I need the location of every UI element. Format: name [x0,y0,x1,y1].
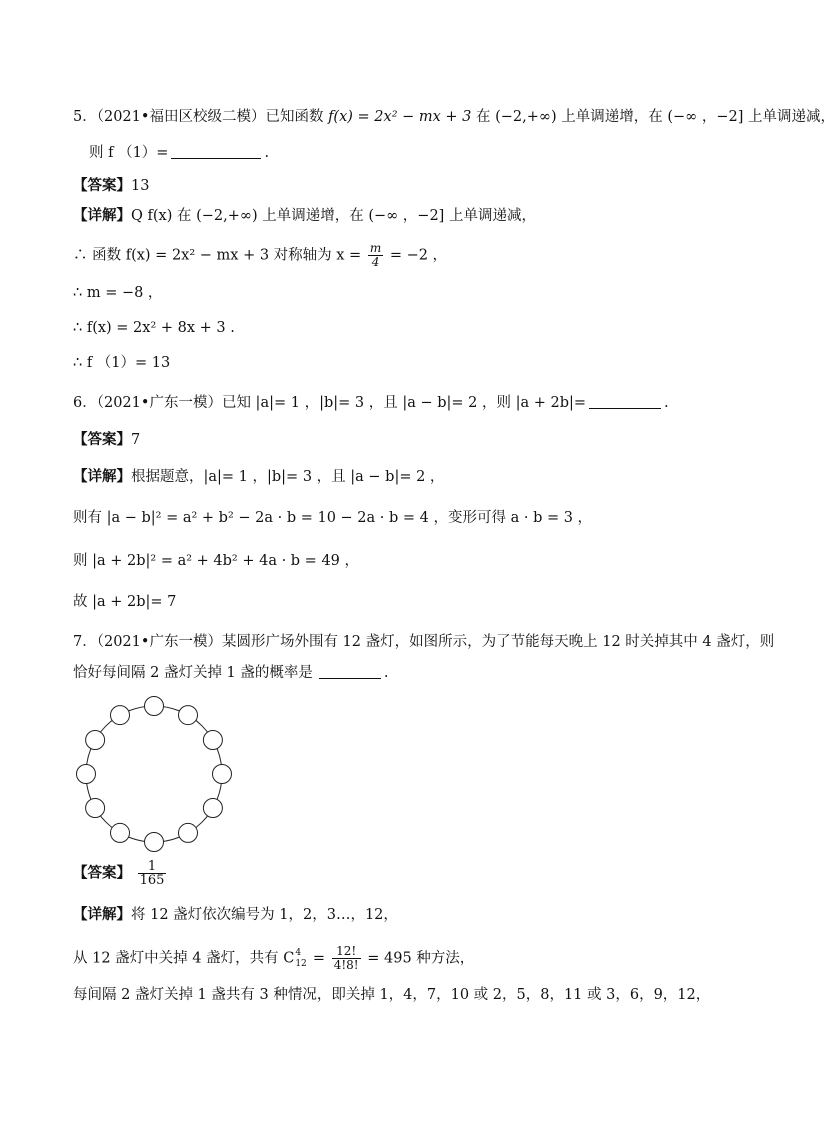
q5-answer-tag: 【答案】 [73,177,131,194]
q7-number: 7． [73,634,97,650]
q6-sol1: 根据题意，|a|= 1 ，|b|= 3 ，且 |a − b|= 2 ， [131,469,445,485]
q5-sol2-den: 4 [371,255,380,269]
lamp-10 [77,765,96,784]
q5-sol2-num: m [369,241,382,255]
q7-detail-tag: 【详解】 [73,906,131,923]
q7-detail [73,905,398,925]
q6-detail [73,467,444,487]
q6-detail-tag: 【详解】 [73,468,131,485]
q7-sol2-a: 从 12 盏灯中关掉 4 盏灯，共有 C [73,950,295,967]
q5-sol4: ∴ f(x) = 2x² + 8x + 3 . [73,320,235,336]
q7-answer-num: 1 [138,860,167,874]
q5-stem-a: 已知函数 [265,109,329,125]
q7-answer-den: 165 [139,873,165,888]
lamp-ring [86,706,222,842]
q7-sol3: 每间隔 2 盏灯关掉 1 盏共有 3 种情况，即关掉 1，4，7，10 或 2，5，8，11 或 3，6，9，12， [73,987,711,1003]
lamp-group [77,697,232,852]
q5-function: f(x) = 2x² − mx + 3 [328,109,472,125]
q5-sol2-a: ∴ 函数 f(x) = 2x² − mx + 3 对称轴为 x = [73,247,362,264]
q7-sol2-den: 4!8! [333,958,359,972]
lamp-6 [179,823,198,842]
q5-sol1: Q f(x) 在 (−2,+∞) 上单调递增，在 (−∞ ，−2] 上单调递减， [131,208,536,224]
lamp-9 [86,799,105,818]
q5-line2: 则 f （1）= . [89,145,270,161]
q5-detail-tag: 【详解】 [73,207,131,224]
q7-stem2-text: 恰好每间隔 2 盏灯关掉 1 盏的概率是 [73,665,313,681]
q7-sol1: 将 12 盏灯依次编号为 1，2，3…，12， [131,907,398,923]
q6-sol2: 则有 |a − b|² = a² + b² − 2a · b = 10 − 2a · b = 4 ，变形可得 a · b = 3 ， [73,510,593,526]
q5-line2-text: 则 f （1）= [89,145,169,161]
q5-source: （2021•福田区校级二模） [96,109,266,125]
q7-stem1 [73,632,774,652]
lamp-5 [203,799,222,818]
q7-sol2-num: 12! [332,945,361,959]
q7-sol2-fraction [332,945,361,972]
q6-number: 6． [73,395,97,411]
q7-source: （2021•广东一模） [96,634,222,650]
q7-answer [73,860,168,887]
q6-stem-text: 已知 |a|= 1 ，|b|= 3 ，且 |a − b|= 2 ，则 |a + 2b|= [221,395,587,411]
q5-answer [73,176,149,196]
lamp-12 [111,706,130,725]
q5-stem [73,107,835,127]
q7-combination-indices [294,945,308,969]
q5-answer-blank[interactable] [171,144,261,159]
lamp-ring-diagram [72,692,242,856]
q7-comb-sub: 12 [295,959,307,969]
q5-answer-value: 13 [131,178,150,194]
lamp-2 [179,706,198,725]
q6-sol3: 则 |a + 2b|² = a² + 4b² + 4a · b = 49 ， [73,553,359,569]
lamp-3 [203,731,222,750]
q7-sol2-eq: = [308,950,326,967]
q6-answer-blank[interactable] [589,394,661,409]
q6-answer-value: 7 [131,432,141,448]
q6-stem: 6．（2021•广东一模）已知 |a|= 1 ，|b|= 3 ，且 |a − b|= 2 ，则 |a + 2b|= . [73,395,669,411]
q5-stem-b: 在 (−2,+∞) 上单调递增，在 (−∞ ，−2] 上单调递减， [471,109,835,125]
q5-detail [73,206,536,226]
q5-sol2-b: = −2 ， [389,247,448,264]
q7-answer-fraction [138,860,167,887]
q7-comb-sup: 4 [295,948,302,958]
lamp-11 [86,731,105,750]
lamp-1 [145,697,164,716]
lamp-4 [213,765,232,784]
q7-sol2-b: = 495 种方法， [367,950,475,967]
q6-sol4: 故 |a + 2b|= 7 [73,594,177,610]
q6-source: （2021•广东一模） [96,395,222,411]
q5-sol2-fraction [368,242,383,269]
q5-sol3: ∴ m = −8 ， [73,285,163,301]
q7-stem2: 恰好每间隔 2 盏灯关掉 1 盏的概率是 . [73,665,389,681]
lamp-8 [111,823,130,842]
q5-sol2 [73,242,447,269]
q7-stem1-text: 某圆形广场外围有 12 盏灯，如图所示，为了节能每天晚上 12 时关掉其中 4 盏灯，则 [221,634,775,650]
q5-sol5: ∴ f （1）= 13 [73,355,171,371]
q7-answer-tag: 【答案】 [73,864,131,882]
lamp-7 [145,833,164,852]
q7-answer-blank[interactable] [319,664,381,679]
q6-answer-tag: 【答案】 [73,431,131,448]
q6-answer [73,430,140,450]
q5-number: 5． [73,109,97,125]
q7-sol2 [73,945,474,972]
